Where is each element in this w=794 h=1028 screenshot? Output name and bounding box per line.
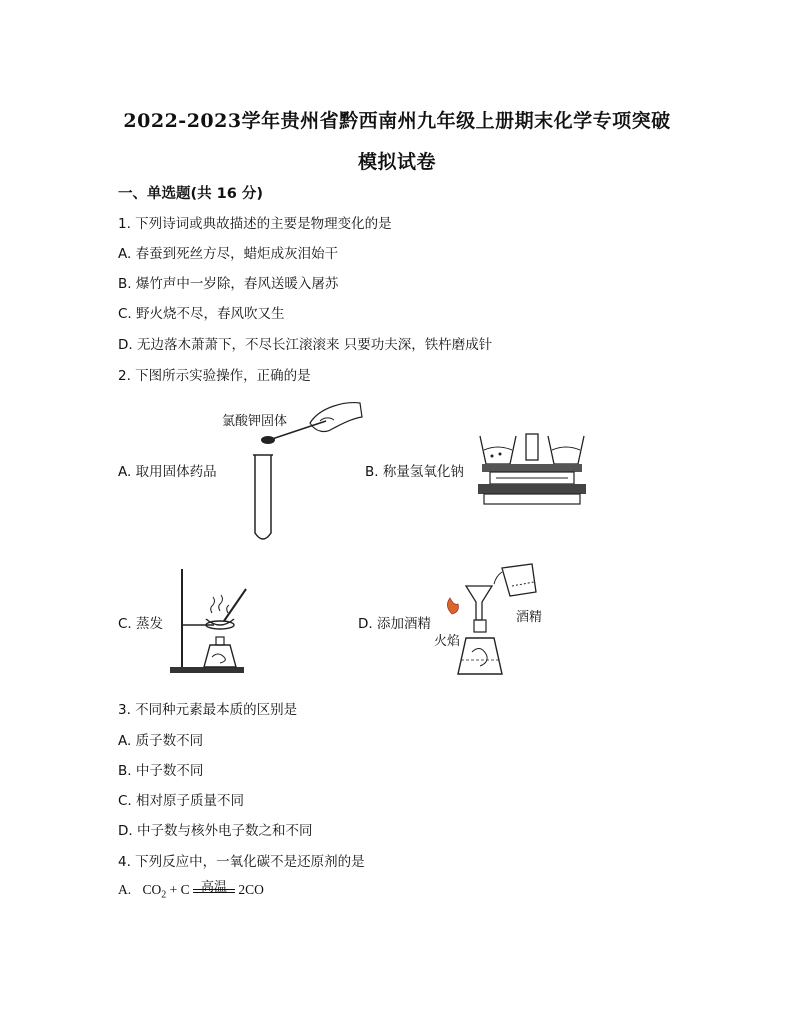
question-2-option-c[interactable]: C. 蒸发	[118, 616, 164, 632]
question-3-stem: 3. 不同种元素最本质的区别是	[118, 702, 298, 718]
product-co: 2CO	[238, 882, 264, 897]
page-title-line-1: 2022-2023学年贵州省黔西南州九年级上册期末化学专项突破	[123, 110, 671, 132]
question-1-option-c[interactable]: C. 野火烧不尽，春风吹又生	[118, 306, 285, 322]
figure-c-evaporation-illustration	[168, 565, 250, 677]
figure-d-add-alcohol-illustration	[436, 562, 546, 680]
page-title-line-2: 模拟试卷	[357, 151, 436, 173]
question-3-option-a[interactable]: A. 质子数不同	[118, 733, 204, 749]
figure-label-potassium-chlorate: 氯酸钾固体	[222, 414, 288, 429]
question-2-option-d[interactable]: D. 添加酒精	[358, 616, 431, 632]
reaction-condition: 高温	[201, 880, 228, 895]
question-2-option-a[interactable]: A. 取用固体药品	[118, 464, 217, 480]
reactant-carbon: + C	[169, 882, 190, 897]
question-3-option-b[interactable]: B. 中子数不同	[118, 763, 204, 779]
option-letter: A.	[118, 882, 132, 897]
question-2-option-b[interactable]: B. 称量氢氧化钠	[365, 464, 464, 480]
question-3-option-c[interactable]: C. 相对原子质量不同	[118, 793, 245, 809]
question-4-stem: 4. 下列反应中，一氧化碳不是还原剂的是	[118, 854, 365, 870]
question-1-option-b[interactable]: B. 爆竹声中一岁除，春风送暖入屠苏	[118, 276, 339, 292]
reactant-co2: $CO_2$	[142, 882, 167, 901]
figure-b-balance-illustration	[476, 430, 588, 510]
figure-a-test-tube-illustration	[250, 395, 370, 545]
question-2-stem: 2. 下图所示实验操作，正确的是	[118, 368, 311, 384]
figure-label-flame: 火焰	[434, 634, 461, 649]
question-1-option-d[interactable]: D. 无边落木萧萧下，不尽长江滚滚来 只要功夫深，铁杵磨成针	[118, 337, 493, 353]
figure-label-alcohol: 酒精	[516, 610, 543, 625]
question-1-stem: 1. 下列诗词或典故描述的主要是物理变化的是	[118, 216, 392, 232]
question-3-option-d[interactable]: D. 中子数与核外电子数之和不同	[118, 823, 313, 839]
question-1-option-a[interactable]: A. 春蚕到死丝方尽，蜡炬成灰泪始干	[118, 246, 339, 262]
section-heading: 一、单选题(共 16 分)	[118, 186, 264, 202]
question-4-option-a[interactable]	[118, 882, 264, 901]
